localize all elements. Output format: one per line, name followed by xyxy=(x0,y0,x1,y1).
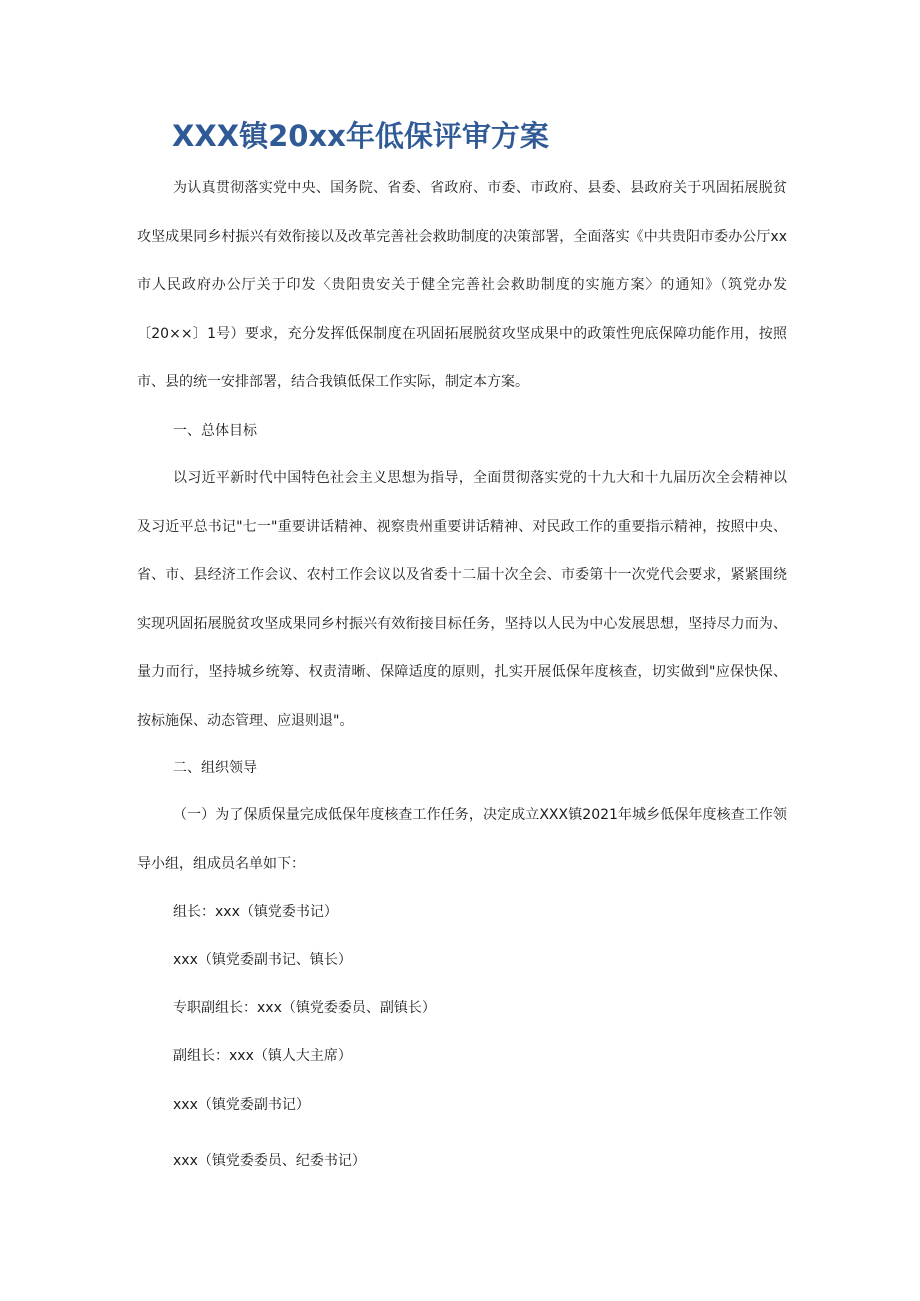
section-heading-overall-goal: 一、总体目标 xyxy=(173,423,257,439)
overall-goal-paragraph: 以习近平新时代中国特色社会主义思想为指导，全面贯彻落实党的十九大和十九届历次全会精神以及习近平总书记"七一"重要讲话精神、视察贵州重要讲话精神、对民政工作的重要指示精神，按照中央、省、市、县经济工作会议、农村工作会议以及省委十二届十次全会、市委第十一次党代会要求，紧紧围绕实现巩固拓展脱贫攻坚成果同乡村振兴有效衔接目标任务，坚持以人民为中心发展思想，坚持尽力而为、量力而行，坚持城乡统筹、权责清晰、保障适度的原则，扎实开展低保年度核查，切实做到"应保快保、按标施保、动态管理、应退则退"。 xyxy=(137,470,787,729)
section-heading-organization: 二、组织领导 xyxy=(173,760,257,776)
intro-paragraph: 为认真贯彻落实党中央、国务院、省委、省政府、市委、市政府、县委、县政府关于巩固拓展脱贫攻坚成果同乡村振兴有效衔接以及改革完善社会救助制度的决策部署，全面落实《中共贵阳市委办公厅xx市人民政府办公厅关于印发〈贵阳贵安关于健全完善社会救助制度的实施方案〉的通知》（筑党办发〔20××〕1号）要求，充分发挥低保制度在巩固拓展脱贫攻坚成果中的政策性兜底保障功能作用，按照市、县的统一安排部署，结合我镇低保工作实际，制定本方案。 xyxy=(137,180,787,390)
document-title: XXX镇20xx年低保评审方案 xyxy=(172,119,549,153)
member-line: 专职副组长：xxx（镇党委委员、副镇长） xyxy=(173,1000,436,1016)
member-line: xxx（镇党委副书记、镇长） xyxy=(173,952,352,968)
member-line: 组长：xxx（镇党委书记） xyxy=(173,904,338,920)
leadership-group-paragraph: （一）为了保质保量完成低保年度核查工作任务，决定成立XXX镇2021年城乡低保年度核查工作领导小组，组成员名单如下： xyxy=(137,807,787,872)
member-line: xxx（镇党委委员、纪委书记） xyxy=(173,1153,366,1169)
member-line: 副组长：xxx（镇人大主席） xyxy=(173,1048,352,1064)
member-line: xxx（镇党委副书记） xyxy=(173,1097,310,1113)
